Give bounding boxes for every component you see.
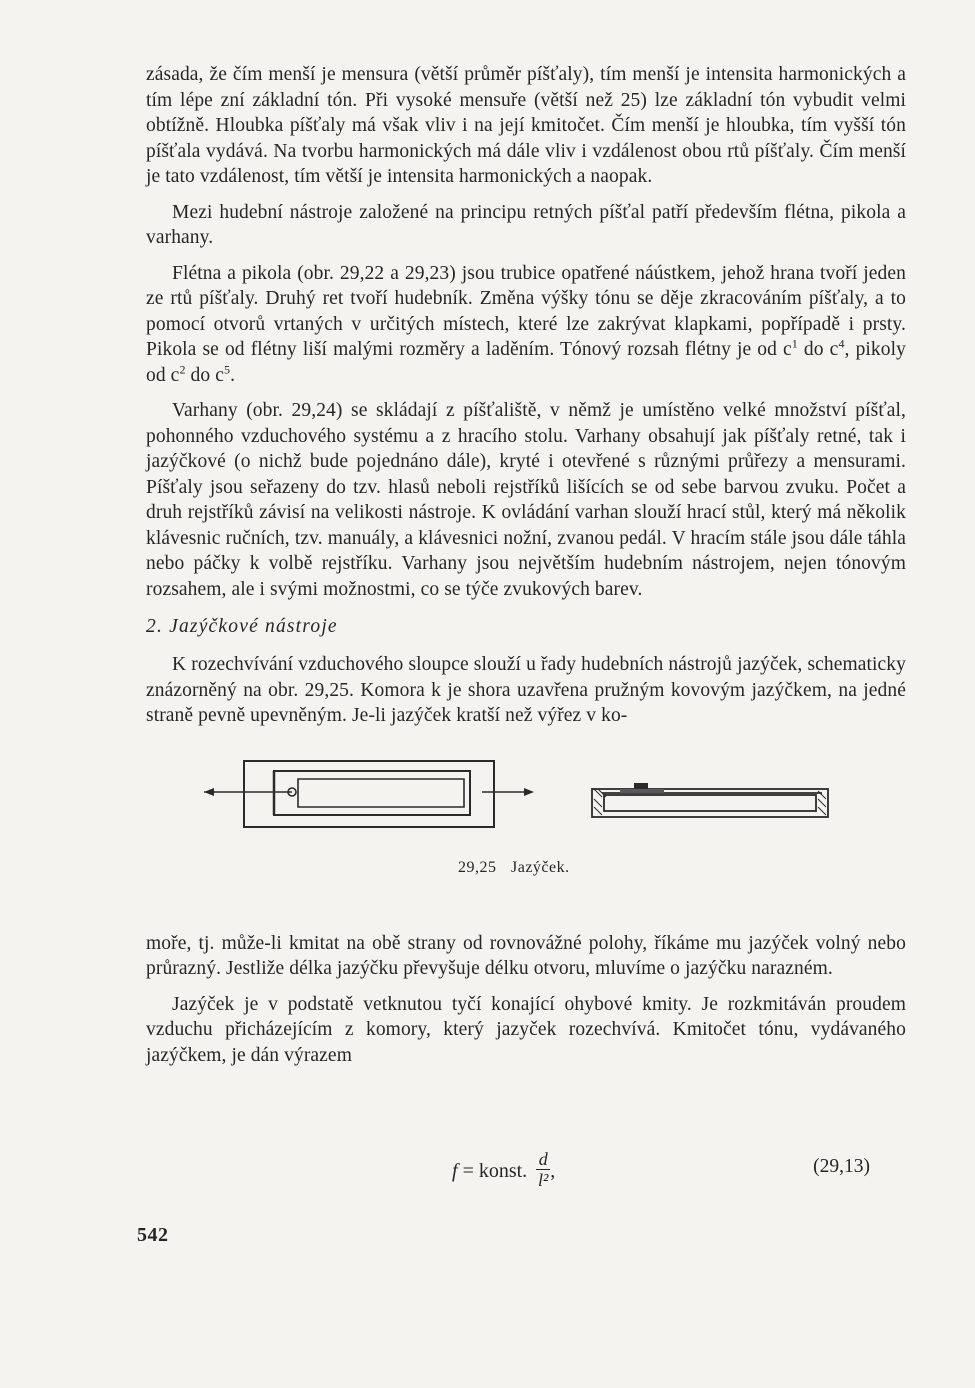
paragraph-kmity: Jazýček je v podstatě vetknutou tyčí konající ohybové kmity. Je rozkmitáván proudem vzduchu přicházejícím z komory, který jazyček rozechvívá. Kmitočet tónu, vydávaného jazýčkem, je dán výrazem [146, 993, 906, 1066]
figure-caption-text: Jazýček. [511, 858, 570, 876]
fletna-text-2: do c [797, 339, 839, 360]
equation-29-13 [146, 1136, 906, 1196]
paragraph-varhany: Varhany (obr. 29,24) se skládají z píšťaliště, v němž je umístěno velké množství píšťal, pohonného vzduchového systému a z hracího stolu. Varhany obsahují jak píšťaly retné, tak i jazýčkové (o nichž bude pojednáno dále), kryté i otevřené s různými průřezy a mensurami. Píšťaly jsou seřazeny do tzv. hlasů neboli rejstříků lišících se od sebe barvou zvuku. Počet a druh rejstříků závisí na velikosti nástroje. K ovládání varhan slouží hrací stůl, který má několik klávesnic ručních, tzv. manuály, a klávesnici nožní, zvanou pedál. V hracím stále jsou dále táhla nebo páčky k volbě rejstříku. Varhany jsou největším hudebním nástrojem, nejen tónovým rozsahem, ale i svými možnostmi, co se týče zvukových barev. [146, 400, 906, 600]
section-heading: 2. Jazýčkové nástroje [146, 616, 338, 637]
sup-4: 5 [223, 362, 231, 376]
formula-comma: , [550, 1160, 556, 1183]
formula-fraction [536, 1149, 550, 1190]
fletna-text-3: , pikoly od c [146, 339, 906, 386]
reed-top-view [204, 761, 534, 827]
paragraph-nastroje: Mezi hudební nástroje založené na principu retných píšťal patří především flétna, pikola a varhany. [146, 201, 906, 248]
reed-side-view [592, 783, 828, 817]
formula-eq: = konst. [457, 1160, 528, 1183]
reed-diagram [202, 755, 852, 855]
formula-denominator: l² [537, 1170, 549, 1190]
fletna-text: Flétna a pikola (obr. 29,22 a 29,23) jsou trubice opatřené náústkem, jehož hrana tvoří jeden ze rtů píšťaly. Druhý ret tvoří hudebník. Změna výšky tónu se děje zkracováním píšťaly, a to pomocí otvorů vrtaných v určitých místech, které lze zakrývat klapkami, popřípadě i prsty. Pikola se od flétny liší malými rozměry a laděním. Tónový rozsah flétny je od c [146, 262, 906, 360]
figure-29-25 [146, 755, 906, 905]
page-number: 542 [137, 1224, 169, 1246]
fletna-text-5: . [230, 364, 236, 386]
paragraph-fletna [146, 261, 906, 389]
page-body [146, 62, 906, 1078]
equation-number: (29,13) [813, 1156, 870, 1177]
sup-2: 4 [838, 336, 845, 351]
figure-caption [458, 859, 570, 877]
paragraph-volny: moře, tj. může-li kmitat na obě strany od rovnovážné polohy, říkáme mu jazýček volný nebo průrazný. Jestliže délka jazýčku převyšuje délku otvoru, mluvíme o jazýčku narazném. [146, 932, 906, 979]
sup-3: 2 [179, 362, 186, 376]
paragraph-mensura: zásada, že čím menší je mensura (větší průměr píšťaly), tím menší je intensita harmonických a tím lépe zní základní tón. Při vysoké mensuře (větší než 25) lze základní tón vybudit velmi obtížně. Hloubka píšťaly má však vliv i na její kmitočet. Čím menší je hloubka, tím vyšší tón píšťala vydává. Na tvorbu harmonických má dále vliv i vzdálenost obou rtů píšťaly. Čím menší je tato vzdálenost, tím větší je intensita harmonických a naopak. [146, 64, 906, 187]
fletna-text-4: do c [185, 364, 224, 386]
figure-number: 29,25 [458, 858, 497, 876]
formula-numerator: d [538, 1149, 548, 1169]
sup-1: 1 [791, 336, 798, 351]
formula [452, 1149, 556, 1193]
formula-lhs: f [452, 1160, 458, 1183]
paragraph-jazycek: K rozechvívání vzduchového sloupce slouží u řady hudebních nástrojů jazýček, schematicky znázorněný na obr. 29,25. Komora k je shora uzavřena pružným kovovým jazýčkem, na jedné straně pevně upevněným. Je-li jazýček kratší než výřez v ko- [146, 654, 906, 726]
